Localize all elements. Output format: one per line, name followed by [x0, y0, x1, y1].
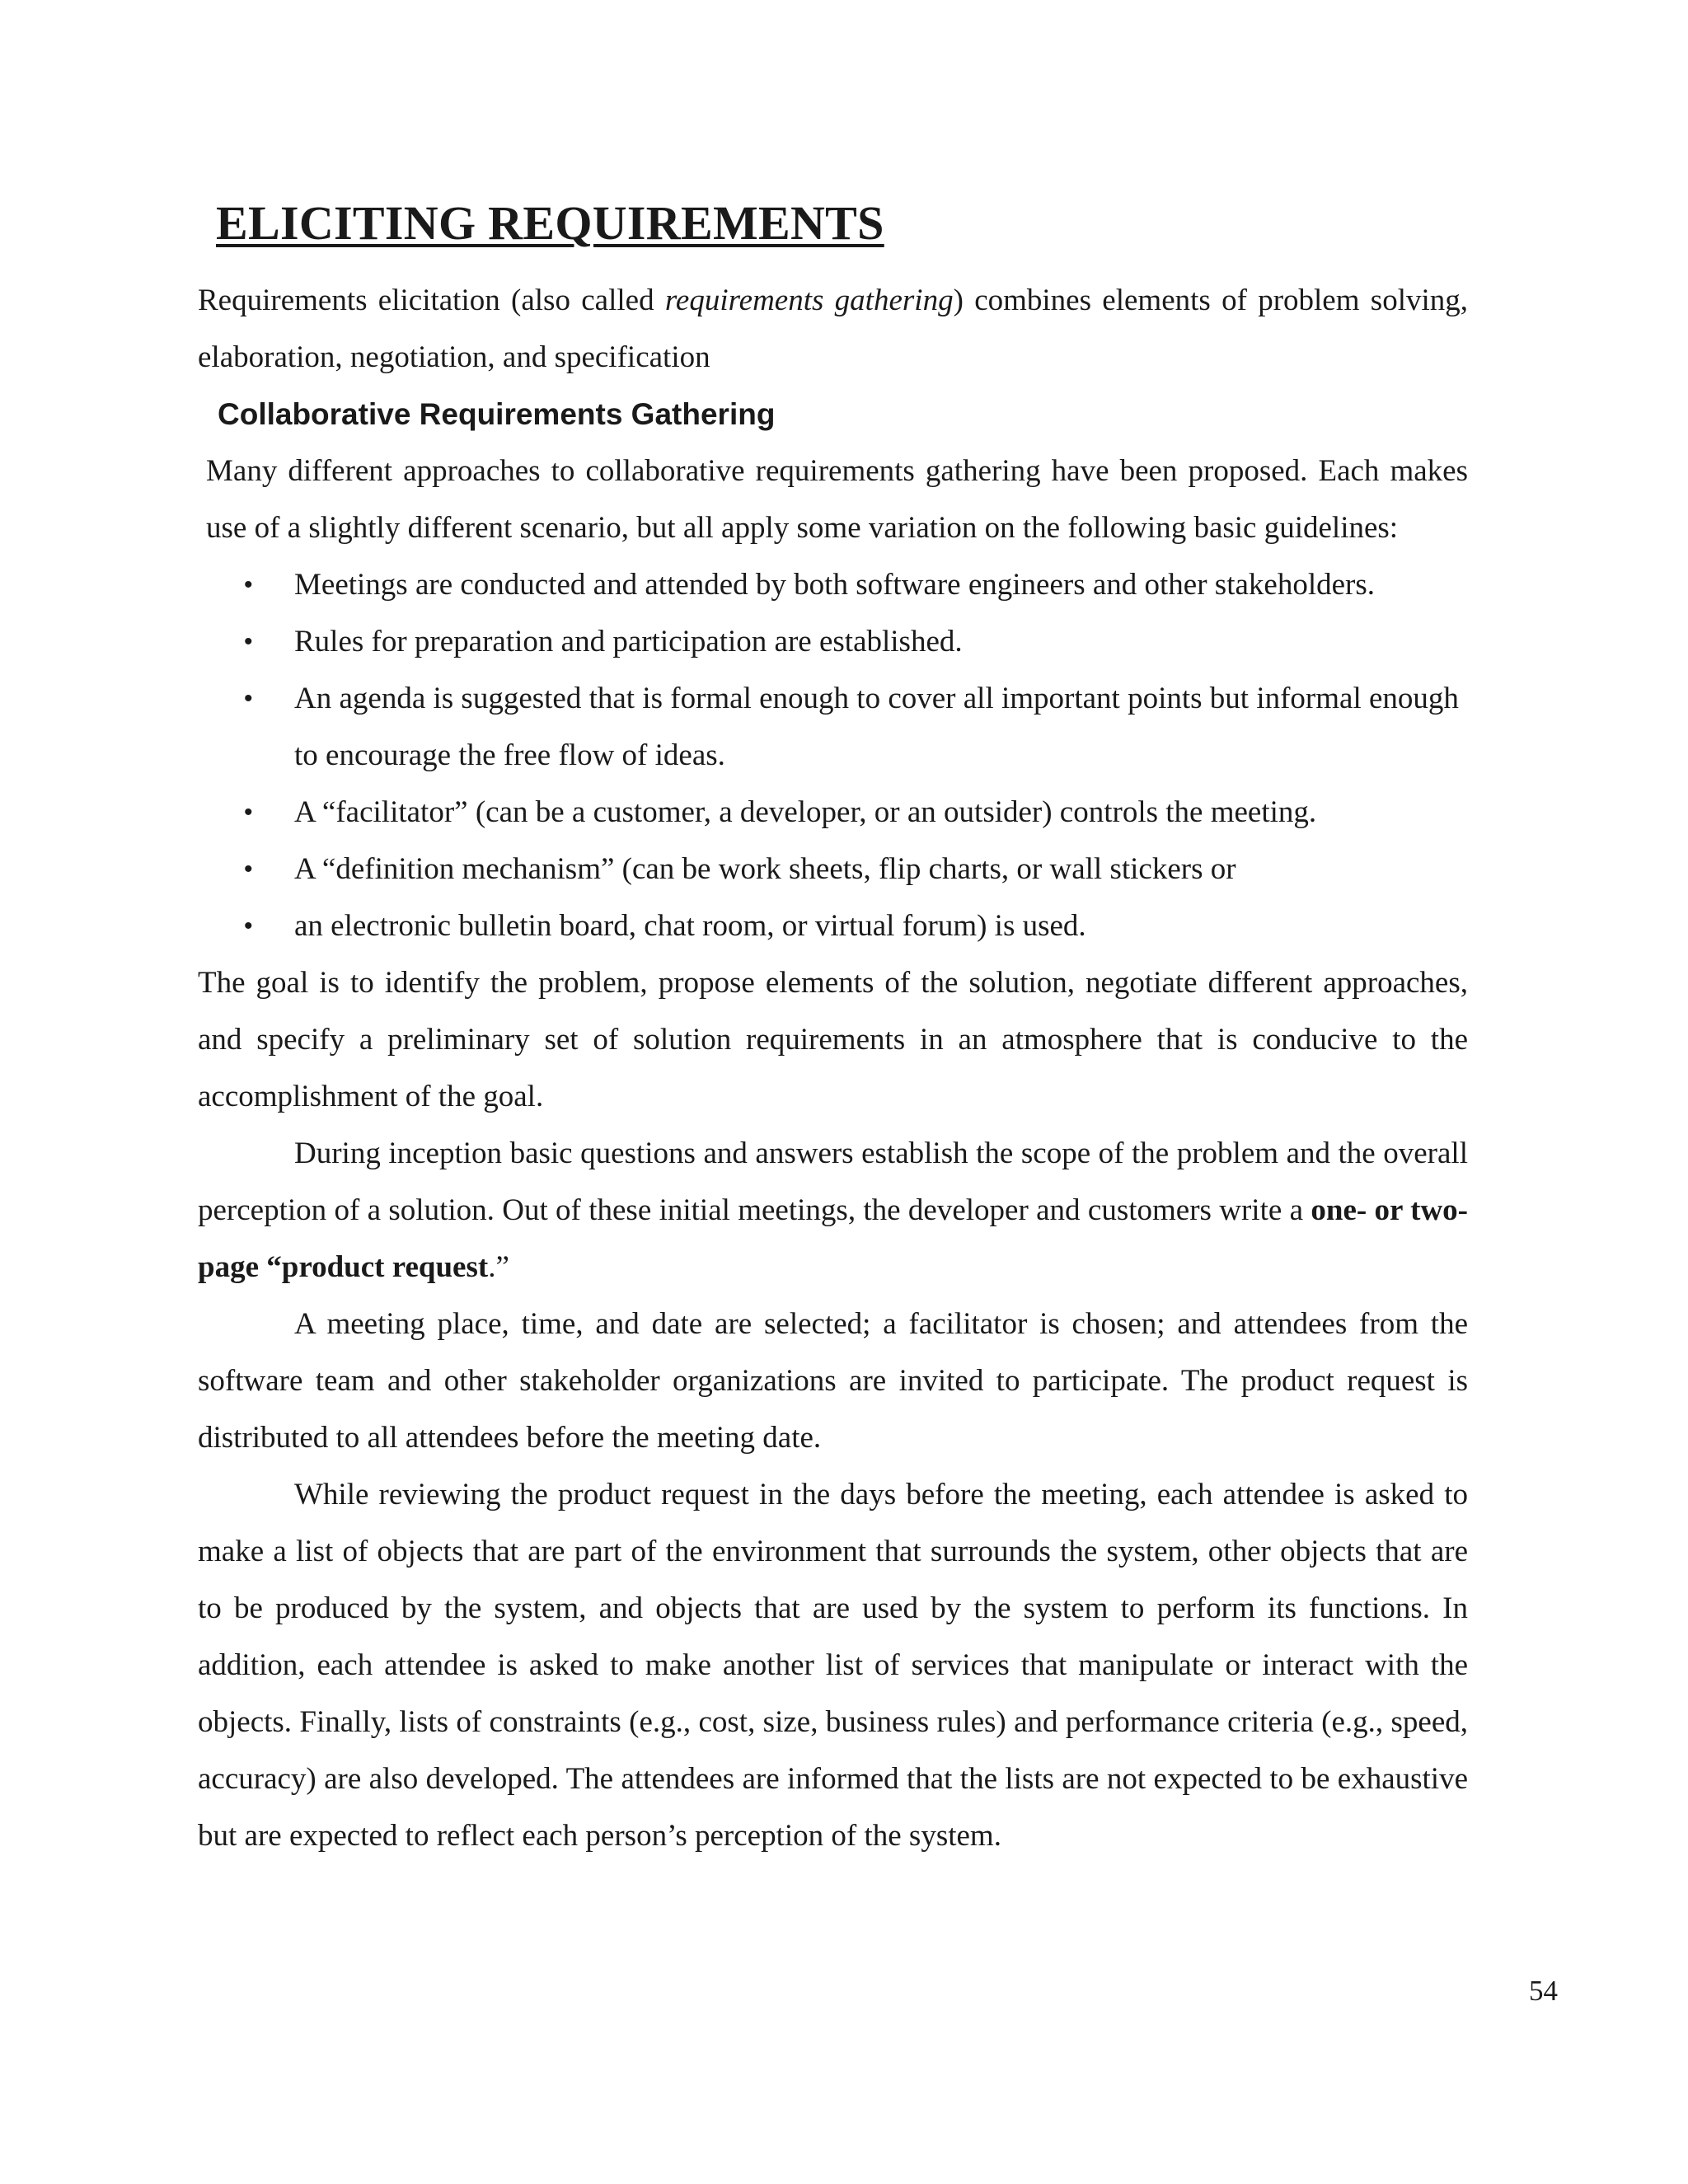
section-lead-paragraph: Many different approaches to collaborative requirements gathering have been proposed. Each makes use of a slightly different scenario, but all apply some variation on the following basic guidelines:: [206, 454, 1468, 545]
page-number: 54: [1529, 1975, 1558, 2007]
reviewing-paragraph: While reviewing the product request in the days before the meeting, each attendee is asked to make a list of objects that are part of the environment that surrounds the system, other objects that are to be produced by the system, and objects that are used by the system to perform its functions. In addition, each attendee is asked to make another list of services that manipulate or interact with the objects. Finally, lists of constraints (e.g., cost, size, business rules) and performance criteria (e.g., speed, accuracy) are also developed. The attendees are informed that the lists are not expected to be exhaustive but are expected to reflect each person’s perception of the system.: [198, 1478, 1468, 1853]
list-item-text: A “definition mechanism” (can be work sheets, flip charts, or wall stickers or: [294, 852, 1236, 886]
inception-text-end: .”: [488, 1250, 509, 1284]
intro-text-start: Requirements elicitation (also called: [198, 284, 665, 317]
page-content: [198, 272, 1468, 1864]
bullet-icon: •: [244, 571, 253, 598]
list-item: [198, 841, 1468, 898]
goal-paragraph: The goal is to identify the problem, propose elements of the solution, negotiate different approaches, and specify a preliminary set of solution requirements in an atmosphere that is conducive to the accomplishment of the goal.: [198, 966, 1468, 1113]
list-item: [198, 670, 1468, 784]
intro-term: requirements gathering: [664, 284, 954, 317]
list-item: [198, 613, 1468, 670]
bullet-icon: •: [244, 685, 253, 712]
intro-paragraph: [198, 272, 1468, 386]
list-item-text: An agenda is suggested that is formal enough to cover all important points but informal enough to encourage the free flow of ideas.: [294, 682, 1459, 772]
bullet-icon: •: [244, 855, 253, 883]
bullet-icon: •: [244, 628, 253, 655]
list-item-text: Meetings are conducted and attended by both software engineers and other stakeholders.: [294, 568, 1375, 602]
page-title: ELICITING REQUIREMENTS: [216, 196, 884, 250]
product-request-term: one- or two-page “product request: [198, 1193, 1468, 1284]
meeting-paragraph: A meeting place, time, and date are selected; a facilitator is chosen; and attendees from the software team and other stakeholder organizations are invited to participate. The product request is distributed to all attendees before the meeting date.: [198, 1307, 1468, 1455]
list-item: [198, 556, 1468, 613]
intro-text-end: ) combines elements of problem solving, elaboration, negotiation, and specification: [198, 284, 1469, 374]
inception-paragraph: [198, 1125, 1468, 1296]
list-item-text: an electronic bulletin board, chat room, or virtual forum) is used.: [294, 909, 1086, 943]
list-item-text: Rules for preparation and participation are established.: [294, 625, 963, 658]
list-item: [198, 784, 1468, 841]
bullet-icon: •: [244, 799, 253, 826]
inception-text: During inception basic questions and answers establish the scope of the problem and the overall perception of a solution. Out of these initial meetings, the developer and customers write a: [198, 1137, 1468, 1227]
bullet-icon: •: [244, 912, 253, 940]
list-item-text: A “facilitator” (can be a customer, a developer, or an outsider) controls the meeting.: [294, 795, 1317, 829]
list-item: [198, 898, 1468, 954]
section-heading: Collaborative Requirements Gathering: [218, 397, 776, 431]
guidelines-list: [198, 556, 1468, 954]
